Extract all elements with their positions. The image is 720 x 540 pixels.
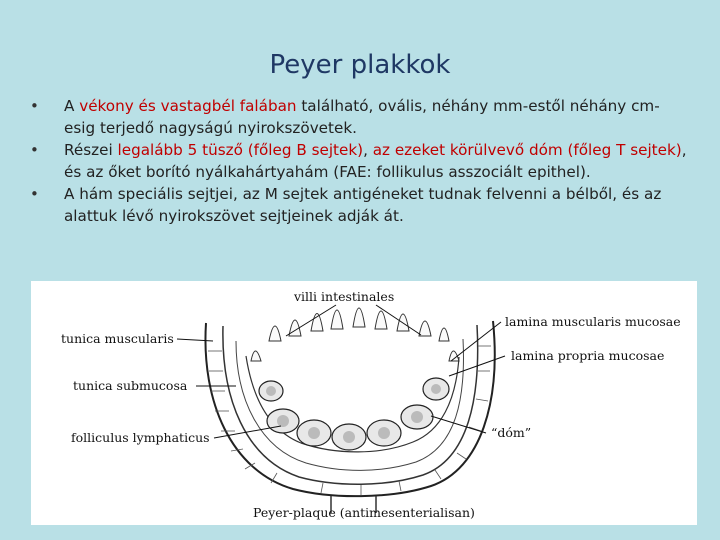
bullet-text: található, ovális, néhány mm-estől néhány cm-esig terjedő nagyságú nyirokszövetek. (64, 97, 660, 137)
label-tunica-submucosa: tunica submucosa (73, 378, 188, 393)
bullet-item (30, 96, 690, 139)
bullet-text: A (64, 97, 80, 115)
label-lamina-muscularis: lamina muscularis mucosae (505, 314, 681, 329)
label-dom: “dóm” (491, 425, 532, 440)
bullet-dot-icon: • (30, 141, 39, 159)
bullet-text: Részei (64, 141, 118, 159)
bullet-dot-icon: • (30, 97, 39, 115)
leader-dom (431, 416, 486, 433)
label-lamina-propria: lamina propria mucosae (511, 348, 665, 363)
figure-caption: Peyer-plaque (antimesenterialisan) (253, 505, 475, 520)
label-tunica-muscularis: tunica muscularis (61, 331, 174, 346)
bullet-item (30, 184, 690, 227)
label-villi: villi intestinales (294, 289, 395, 304)
slide-title: Peyer plakkok (269, 50, 451, 80)
bullet-highlight: az ezeket körülvevő dóm (főleg T sejtek) (372, 141, 682, 159)
bullet-list (30, 96, 690, 228)
bullet-item (30, 140, 690, 183)
bullet-highlight: vékony és vastagbél falában (79, 97, 297, 115)
peyer-patch-diagram (31, 281, 697, 525)
label-folliculus: folliculus lymphaticus (71, 430, 210, 445)
bullet-text: , és az őket borító nyálkahártyahám (FAE: follikulus asszociált epithel). (64, 141, 687, 181)
bullet-text: A hám speciális sejtjei, az M sejtek antigéneket tudnak felvenni a bélből, és az alattuk lévő nyirokszövet sejtjeinek adják át. (64, 185, 662, 225)
bullet-highlight: legalább 5 tüsző (főleg B sejtek) (117, 141, 364, 159)
bullet-text: , (363, 141, 373, 159)
leader-tunica-muscularis (177, 339, 213, 341)
bullet-dot-icon: • (30, 185, 39, 203)
villi (251, 308, 459, 361)
muscular-layer-hatching (208, 346, 491, 495)
submucosa-line (236, 339, 463, 470)
